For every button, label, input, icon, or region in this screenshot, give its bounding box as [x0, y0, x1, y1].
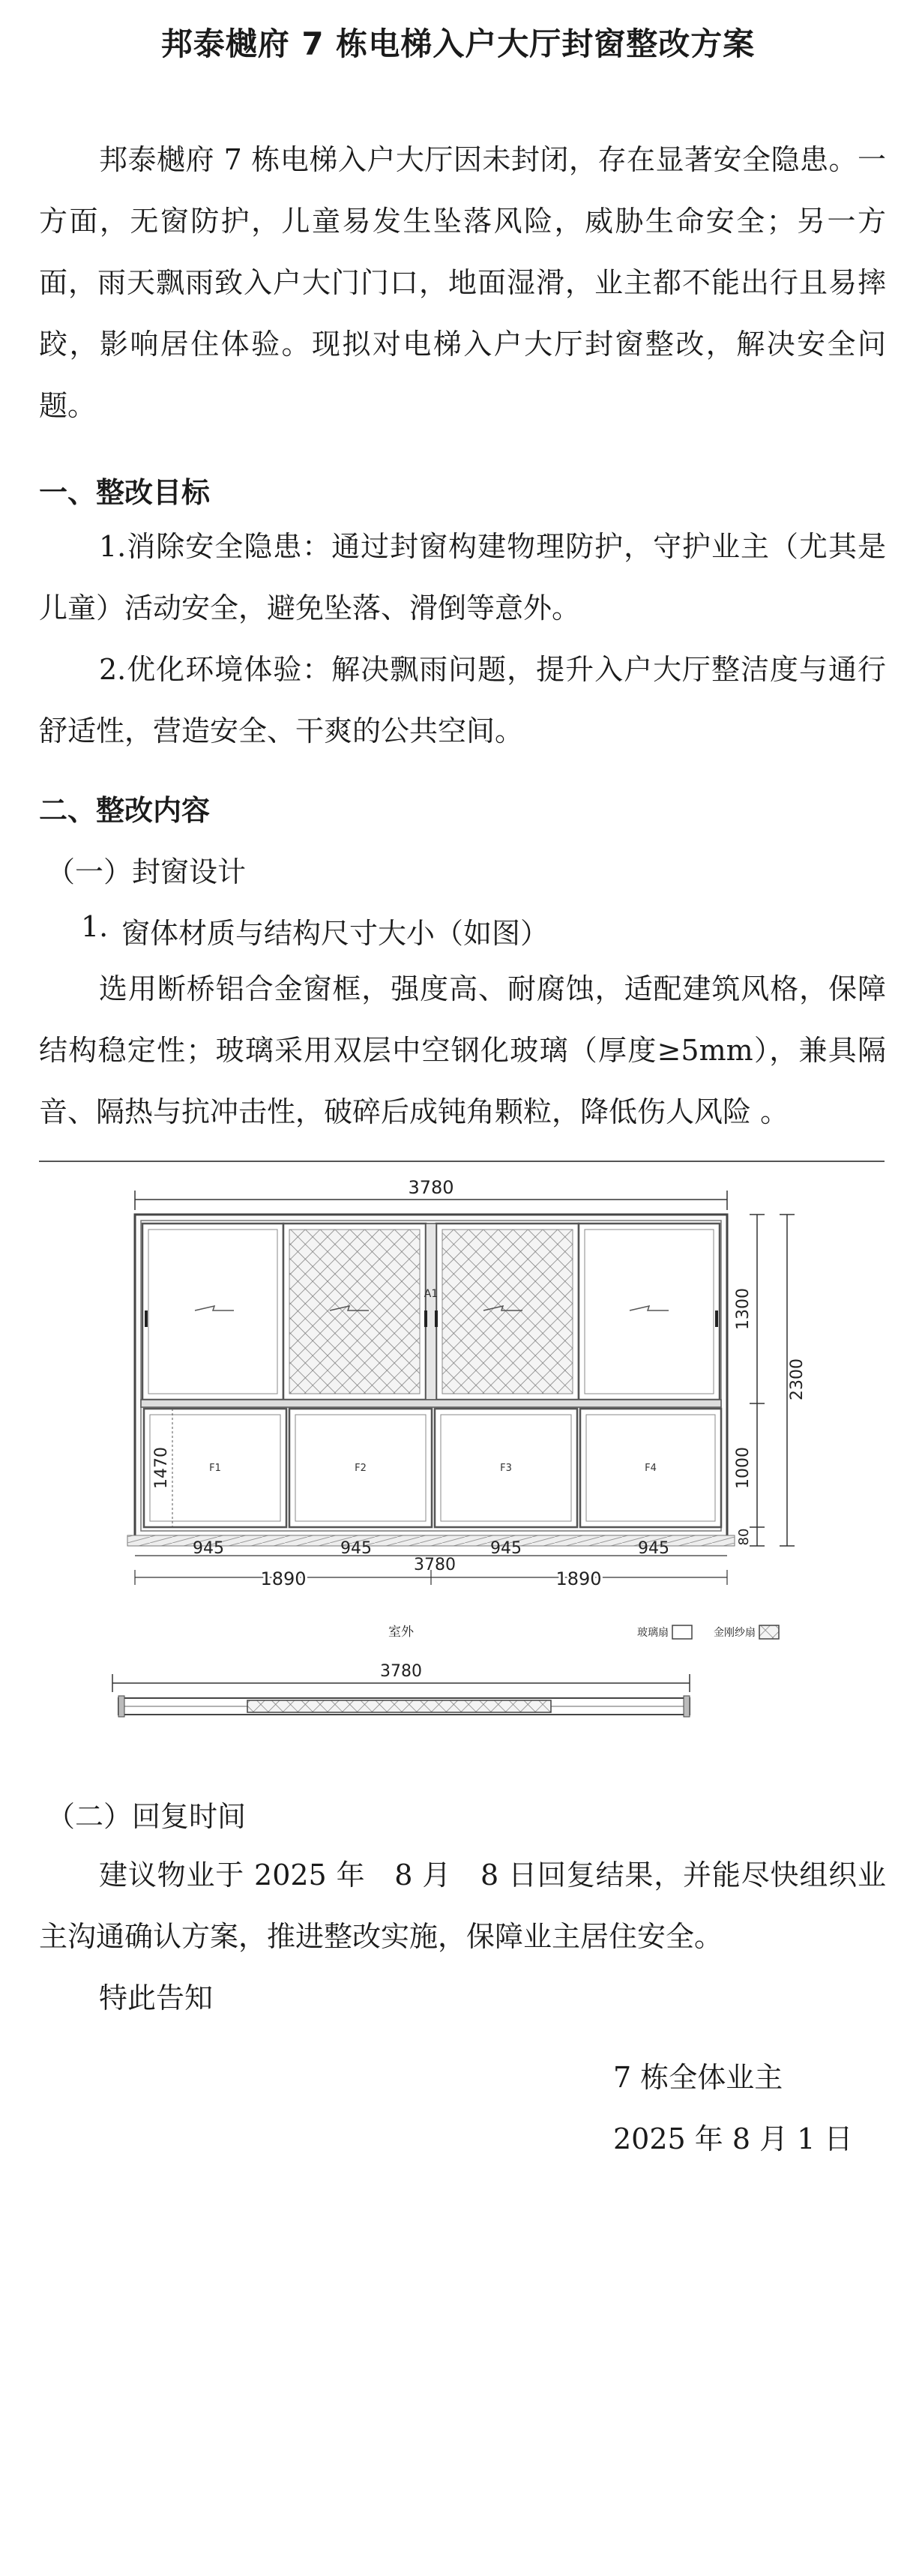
- panel-label-f1: F1: [209, 1463, 221, 1474]
- lock-icon: [145, 1310, 148, 1327]
- legend-screen-swatch: [759, 1625, 779, 1639]
- divider-line: [39, 1161, 885, 1162]
- subsection-heading-reply: （二）回复时间: [46, 1800, 247, 1833]
- subsection-heading-design: （一）封窗设计: [46, 855, 247, 888]
- center-label: A1: [424, 1288, 439, 1300]
- upper-sash-1: [142, 1224, 283, 1400]
- lock-icon: [424, 1310, 427, 1327]
- lock-icon: [435, 1310, 438, 1327]
- closing-text: 特此告知: [99, 1981, 214, 2014]
- reply-paragraph: 建议物业于 2025 年 8 月 8 日回复结果，并能尽快组织业主沟通确认方案，推进整改实施，保障业主居住安全。: [39, 1859, 886, 1953]
- plan-view: [118, 1696, 690, 1717]
- document-title: 邦泰樾府 7 栋电梯入户大厅封窗整改方案: [160, 25, 756, 62]
- total-height-label: 2300: [788, 1358, 807, 1400]
- panel-label-f3: F3: [500, 1463, 512, 1474]
- section-heading-goals: 一、整改目标: [39, 476, 211, 509]
- design-item-number: 1.: [81, 910, 109, 943]
- section-heading-content: 二、整改内容: [39, 794, 211, 827]
- half-width-left: 1890: [260, 1568, 307, 1589]
- panel-width-1: 945: [193, 1539, 224, 1558]
- upper-sash-4: [579, 1224, 720, 1400]
- side-height-label: 1470: [152, 1447, 171, 1489]
- design-item-title: 窗体材质与结构尺寸大小（如图）: [121, 917, 549, 950]
- half-width-right: 1890: [555, 1568, 602, 1589]
- outside-label: 室外: [388, 1625, 414, 1640]
- panel-label-f2: F2: [355, 1463, 367, 1474]
- top-width-label: 3780: [408, 1177, 454, 1198]
- panel-width-2: 945: [340, 1539, 372, 1558]
- bottom-total-label: 3780: [414, 1556, 456, 1574]
- plan-width-label: 3780: [380, 1662, 422, 1681]
- window-elevation-drawing: [105, 1177, 840, 1784]
- base-height-label: 80: [736, 1528, 752, 1546]
- lower-height-label: 1000: [734, 1447, 753, 1489]
- legend-glass-swatch: [672, 1625, 692, 1639]
- signature-name: 7 栋全体业主: [613, 2061, 783, 2094]
- lock-icon: [715, 1310, 718, 1327]
- transom-bar: [141, 1400, 721, 1407]
- legend-glass-label: 玻璃扇: [637, 1627, 669, 1639]
- intro-paragraph: 邦泰樾府 7 栋电梯入户大厅因未封闭，存在显著安全隐患。一方面，无窗防护，儿童易发生坠落风险，威胁生命安全；另一方面，雨天飘雨致入户大门门口，地面湿滑，业主都不能出行且易摔跤，影响居住体验。现拟对电梯入户大厅封窗整改，解决安全问题。: [39, 143, 886, 422]
- upper-screen-3: [436, 1224, 579, 1400]
- panel-width-4: 945: [638, 1539, 669, 1558]
- upper-screen-2: [283, 1224, 426, 1400]
- upper-height-label: 1300: [734, 1288, 753, 1330]
- signature-date: 2025 年 8 月 1 日: [613, 2122, 853, 2155]
- goal-item-2: 2.优化环境体验：解决飘雨问题，提升入户大厅整洁度与通行舒适性，营造安全、干爽的公共空间。: [39, 653, 886, 747]
- legend-screen-label: 金刚纱扇: [714, 1627, 756, 1639]
- material-paragraph: 选用断桥铝合金窗框，强度高、耐腐蚀，适配建筑风格，保障结构稳定性；玻璃采用双层中空钢化玻璃（厚度≥5mm），兼具隔音、隔热与抗冲击性，破碎后成钝角颗粒，降低伤人风险 。: [39, 972, 886, 1128]
- goal-item-1: 1.消除安全隐患：通过封窗构建物理防护，守护业主（尤其是儿童）活动安全，避免坠落、滑倒等意外。: [39, 530, 886, 625]
- center-mullion: [424, 1224, 439, 1400]
- panel-label-f4: F4: [645, 1463, 657, 1474]
- panel-width-3: 945: [490, 1539, 522, 1558]
